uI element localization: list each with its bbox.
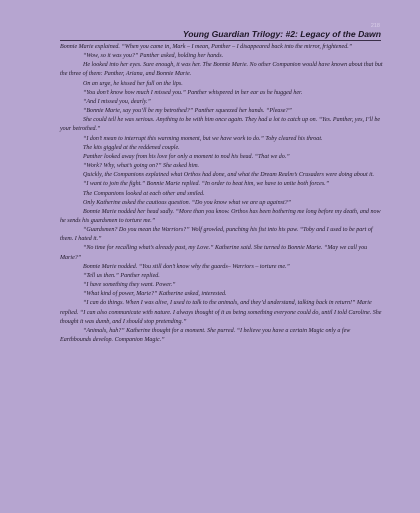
paragraph: Bonnie Marie nodded. “You still don’t know why the guards– Warriors – torture me.” (83, 263, 290, 270)
paragraph: She could tell he was serious. Anything to be with him once again. They had a lot to catch up on. “Yes. Panther, yes, I’ll be your betrothed.” (60, 117, 381, 133)
paragraph: Panther looked away from his love for only a moment to nod his head. “That we do.” (83, 153, 290, 160)
paragraph: “Work? Why, what’s going on?” She asked him. (83, 163, 200, 170)
paragraph: “You don’t know how much I missed you.” Panther whispered in her ear as he hugged her. (83, 89, 303, 96)
paragraph: The Companions looked at each other and smiled. (83, 190, 205, 197)
paragraph: Only Katherine asked the cautious question. “Do you know what we are up against?” (83, 199, 292, 206)
paragraph: On an urge, he kissed her full on the lips. (83, 80, 183, 87)
paragraph: Bonnie Marie nodded her head sadly. “More than you know. Orthos has been bothering me long before my death, and now he sends his guardsmen to torture me.” (60, 208, 381, 224)
paragraph: “I have something they want. Power.” (83, 282, 176, 289)
paragraph: “And I missed you, dearly.” (83, 98, 151, 105)
paragraph: “Animals, huh?” Katherine thought for a moment. She purred. “I believe you have a certain Magic only a few Earthbounds develop. Companion Magic.” (60, 327, 351, 343)
paragraph: Bonnie Marie explained. “When you came in, Mark – I mean, Panther – I disappeared back into the mirror, frightened.” (60, 44, 353, 50)
body-text (60, 43, 383, 345)
paragraph: “I want to join the fight.” Bonnie Marie replied. “In order to beat him, we have to unite both forces.” (83, 181, 330, 188)
paragraph: “No time for recalling what’s already past, my Love.” Katherine said. She turned to Bonnie Marie. “May we call you Marie?” (60, 245, 368, 261)
paragraph: The kits giggled at the reddened couple. (83, 144, 180, 151)
paragraph: “Wow, so it was you?” Panther asked, holding her hands. (83, 53, 224, 60)
paragraph: He looked into her eyes. Sure enough, it was her. The Bonnie Marie. No other Companion would have known about that but the three of them: Panther, Ariana, and Bonnie Marie. (60, 62, 383, 78)
paragraph: “What kind of power, Marie?” Katherine asked, interested. (83, 291, 227, 298)
paragraph: “Guardsmen? Do you mean the Warriors?” Wolf growled, punching his fist into his paw. “Toby and I used to be part of them. I hated it.” (60, 227, 373, 243)
paragraph: “Tell us then.” Panther replied. (83, 272, 160, 279)
paragraph: “I can do things. When I was alive, I used to talk to the animals, and they’d understand, talking back in return!” Marie replied. “I can also communicate with nature. I always thought of it as being something everyone could do, until I told Caroline. She thought it was dumb, and I should stop pretending.” (60, 300, 382, 325)
paragraph: “I don’t mean to interrupt this warming moment, but we have work to do.” Toby cleared his throat. (83, 135, 323, 142)
paragraph: Quickly, the Companions explained what Orthos had done, and what the Dream Realm’s Crusaders were doing about it. (83, 172, 375, 179)
running-header-title: Young Guardian Trilogy: #2: Legacy of the Dawn (60, 29, 381, 41)
paragraph: “Bonnie Marie, say you’ll be my betrothed?” Panther squeezed her hands. “Please?” (83, 108, 292, 115)
page-number: 218 (370, 23, 380, 29)
